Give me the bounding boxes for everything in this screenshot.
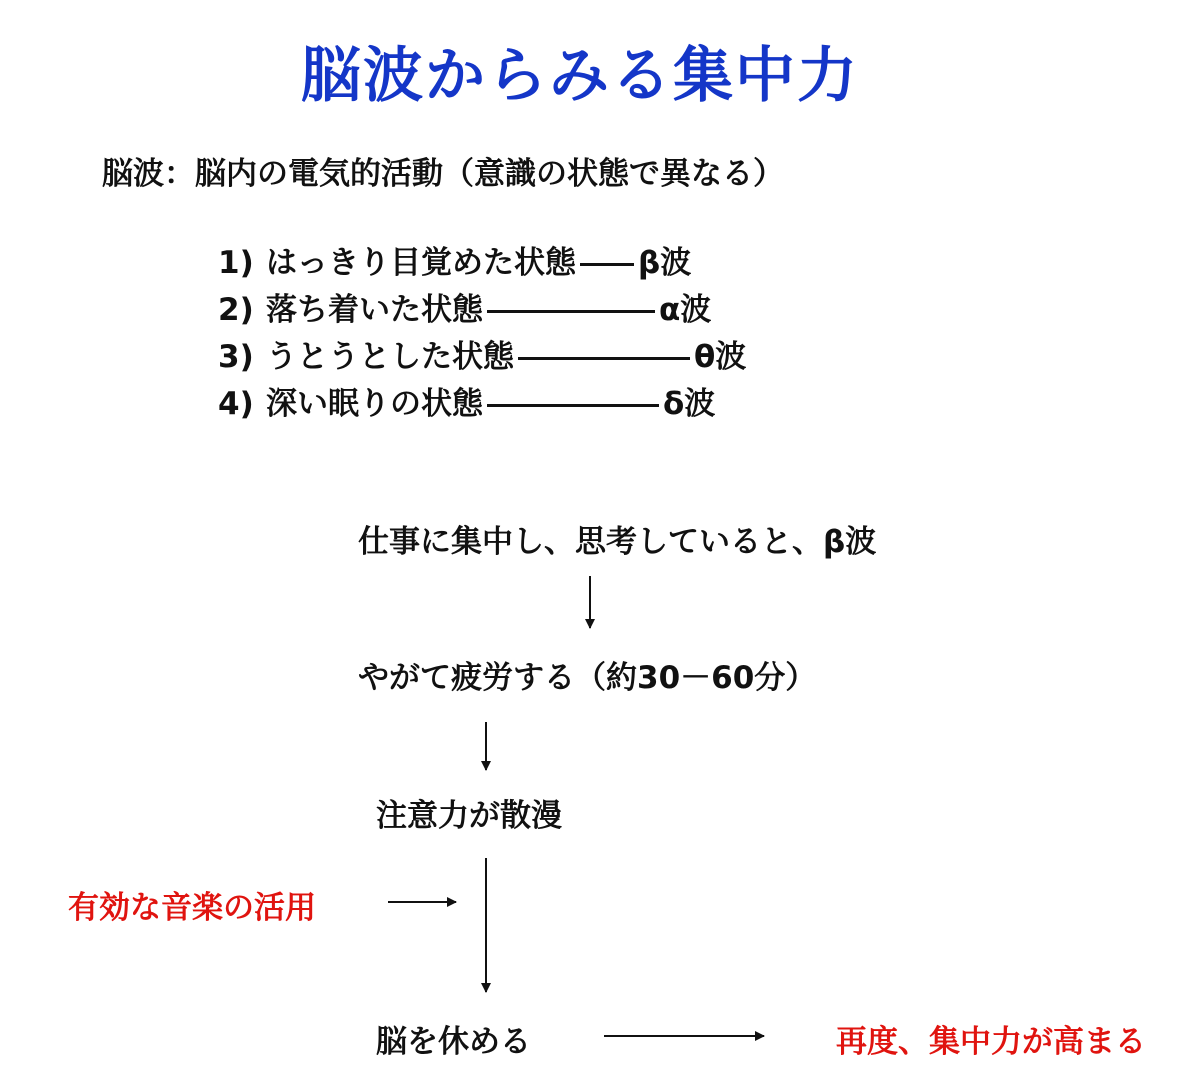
- brainwave-definition: 脳波：脳内の電気的活動（意識の状態で異なる）: [102, 156, 784, 192]
- state-number: 2): [218, 292, 254, 328]
- state-label: はっきり目覚めた状態: [266, 245, 576, 281]
- state-wave: θ波: [694, 339, 747, 375]
- state-number: 3): [218, 339, 254, 375]
- state-wave: δ波: [663, 386, 716, 422]
- state-label: うとうとした状態: [266, 339, 514, 375]
- flow-side-input-music: 有効な音楽の活用: [68, 890, 316, 926]
- state-wave: α波: [659, 292, 712, 328]
- state-number: 4): [218, 386, 254, 422]
- page-title: 脳波からみる集中力: [301, 41, 859, 111]
- state-wave: β波: [638, 245, 692, 281]
- flow-step-distraction: 注意力が散漫: [376, 798, 562, 834]
- flow-step-rest: 脳を休める: [376, 1024, 531, 1060]
- flow-step-fatigue: やがて疲労する（約30－60分）: [358, 660, 817, 696]
- state-label: 落ち着いた状態: [266, 292, 483, 328]
- flow-step-concentration: 仕事に集中し、思考していると、β波: [358, 524, 877, 560]
- state-number: 1): [218, 245, 254, 281]
- state-label: 深い眠りの状態: [266, 386, 483, 422]
- flow-result: 再度、集中力が高まる: [836, 1024, 1146, 1060]
